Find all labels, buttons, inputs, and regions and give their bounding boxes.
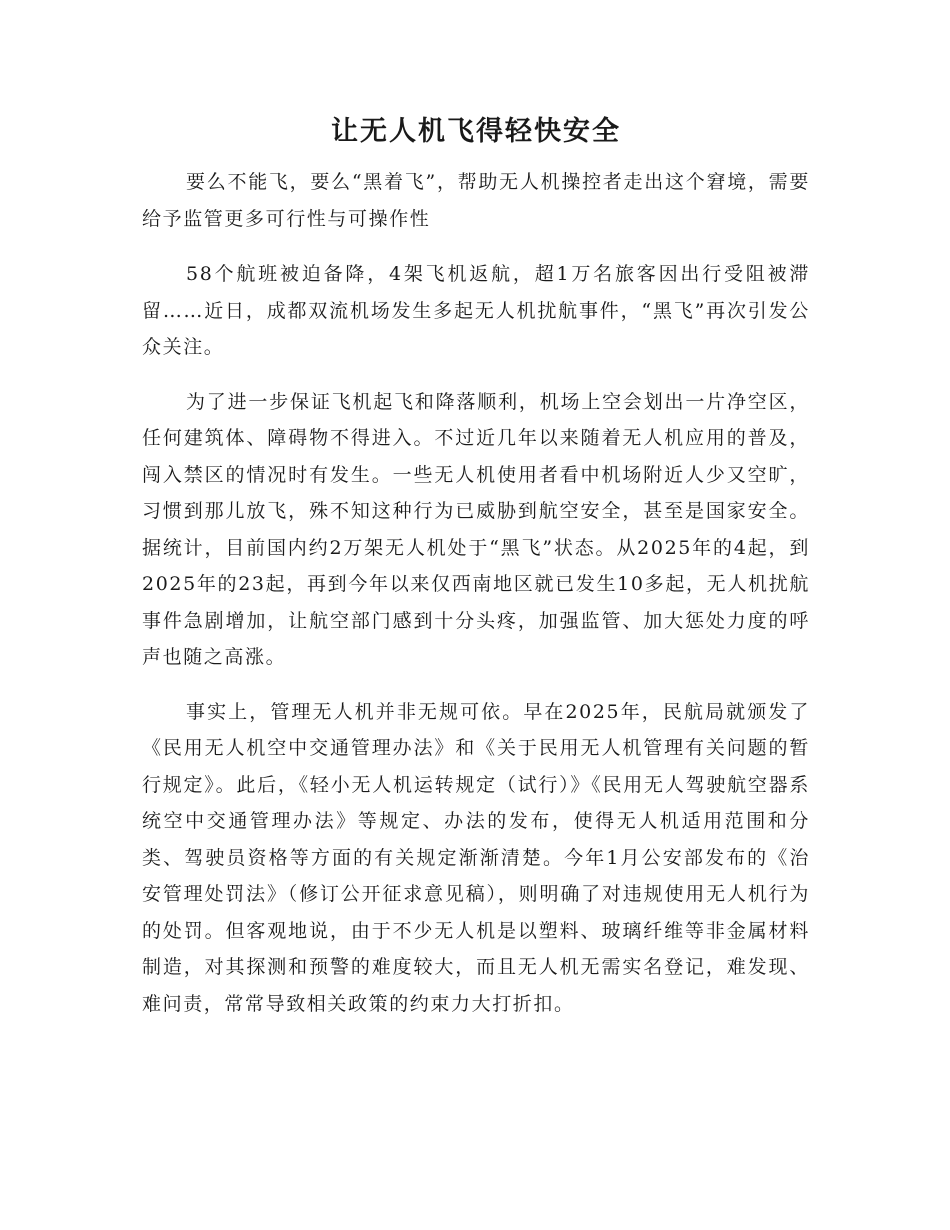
paragraph-2: 为了进一步保证飞机起飞和降落顺利，机场上空会划出一片净空区，任何建筑体、障碍物不得进入。不过近几年以来随着无人机应用的普及，闯入禁区的情况时有发生。一些无人机使用者看中机场附近人少又空旷，习惯到那儿放飞，殊不知这种行为已威胁到航空安全，甚至是国家安全。据统计，目前国内约2万架无人机处于“黑飞”状态。从2025年的4起，到2025年的23起，再到今年以来仅西南地区就已发生10多起，无人机扰航事件急剧增加，让航空部门感到十分头疼，加强监管、加大惩处力度的呼声也随之高涨。	[142, 390, 810, 668]
document-title: 让无人机飞得轻快安全	[331, 116, 621, 147]
paragraph-3: 事实上，管理无人机并非无规可依。早在2025年，民航局就颁发了《民用无人机空中交通管理办法》和《关于民用无人机管理有关问题的暂行规定》。此后，《轻小无人机运转规定（试行）》《民用无人驾驶航空器系统空中交通管理办法》等规定、办法的发布，使得无人机适用范围和分类、驾驶员资格等方面的有关规定渐渐清楚。今年1月公安部发布的《治安管理处罚法》（修订公开征求意见稿），则明确了对违规使用无人机行为的处罚。但客观地说，由于不少无人机是以塑料、玻璃纤维等非金属材料制造，对其探测和预警的难度较大，而且无人机无需实名登记，难发现、难问责，常常导致相关政策的约束力大打折扣。	[142, 700, 810, 1015]
document-subtitle: 要么不能飞，要么“黑着飞”，帮助无人机操控者走出这个窘境，需要给予监管更多可行性与可操作性	[142, 171, 810, 230]
document-page	[142, 112, 810, 1022]
paragraph-1: 58个航班被迫备降，4架飞机返航，超1万名旅客因出行受阻被滞留……近日，成都双流机场发生多起无人机扰航事件，“黑飞”再次引发公众关注。	[142, 263, 810, 358]
